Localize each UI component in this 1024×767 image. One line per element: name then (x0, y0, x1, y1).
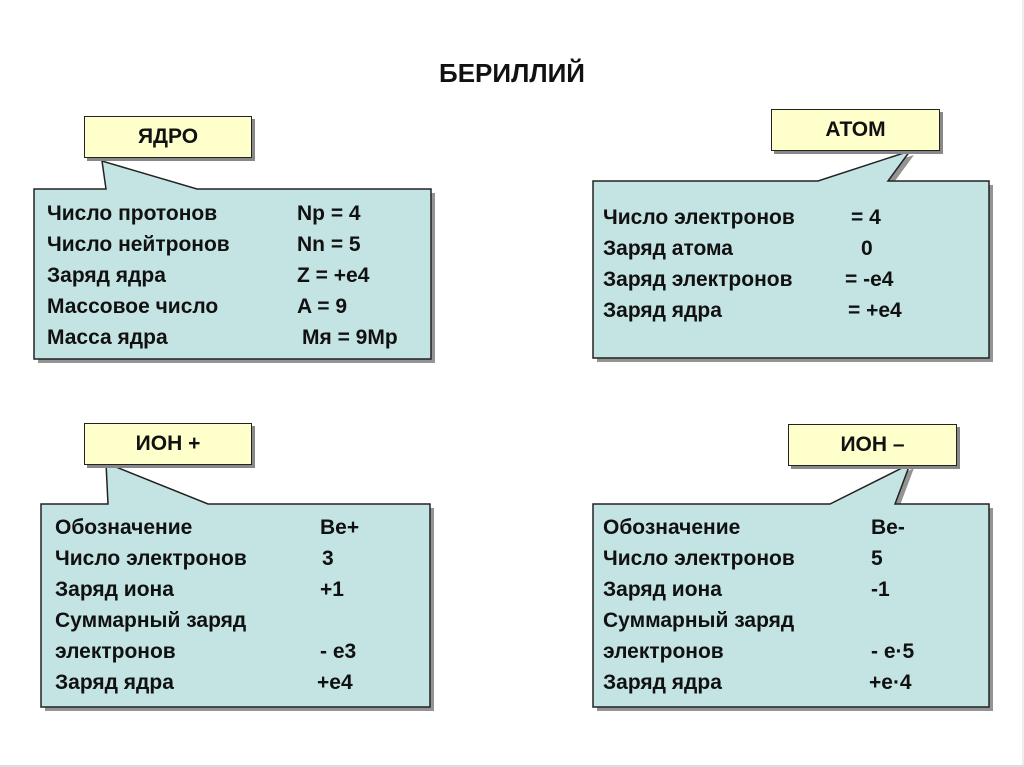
ion-plus-row-label: Число электронов (55, 547, 247, 570)
ion-minus-row (603, 605, 983, 636)
ion-minus-row-value: Be- (871, 516, 905, 539)
atom-row-label: Число электронов (603, 206, 795, 229)
ion-plus-row-value: 3 (322, 547, 334, 570)
nucleus-tag (84, 116, 252, 158)
atom-row-label: Заряд атома (603, 237, 733, 260)
ion-minus-row-label: Обозначение (603, 516, 741, 539)
ion-minus-row-value: -1 (871, 578, 890, 601)
atom-row (603, 202, 983, 233)
nucleus-row (47, 198, 427, 229)
nucleus-tag-label: ЯДРО (137, 125, 199, 148)
atom-row-value: = -e4 (845, 268, 894, 291)
ion-plus-row (55, 512, 425, 543)
ion-minus-row (603, 543, 983, 574)
ion-minus-row (603, 636, 983, 667)
atom-row-value: = 4 (851, 206, 881, 229)
ion-minus-properties (603, 512, 983, 698)
atom-row (603, 264, 983, 295)
ion-plus-row-label: Заряд иона (55, 578, 174, 601)
ion-plus-row-label: Заряд ядра (55, 671, 174, 694)
nucleus-row-label: Массовое число (47, 295, 219, 318)
nucleus-row-value: Z = +e4 (297, 264, 370, 287)
atom-row-value: = +e4 (848, 299, 902, 322)
ion-minus-row-label: Суммарный заряд (603, 609, 795, 632)
ion-minus-row-value: - e·5 (871, 640, 915, 663)
ion-plus-row (55, 636, 425, 667)
nucleus-row-label: Заряд ядра (47, 264, 166, 287)
ion-plus-row-value: Be+ (320, 516, 360, 539)
nucleus-row-value: Mя = 9Mp (302, 326, 398, 349)
atom-row (603, 295, 983, 326)
ion-minus-row-value: 5 (871, 547, 883, 570)
nucleus-row (47, 291, 427, 322)
ion-plus-tag-label: ИОН + (135, 432, 201, 455)
ion-plus-row-value: - e3 (320, 640, 357, 663)
ion-plus-row (55, 543, 425, 574)
ion-plus-row (55, 605, 425, 636)
ion-plus-row-label: электронов (55, 640, 176, 663)
nucleus-row-value: Np = 4 (297, 202, 361, 225)
ion-plus-row-value: +e4 (317, 671, 353, 694)
nucleus-row (47, 260, 427, 291)
nucleus-row (47, 229, 427, 260)
ion-minus-row-label: Заряд ядра (603, 671, 722, 694)
ion-minus-row (603, 574, 983, 605)
ion-minus-row (603, 512, 983, 543)
ion-plus-row (55, 667, 425, 698)
atom-row-value: 0 (861, 237, 873, 260)
nucleus-row (47, 322, 427, 353)
nucleus-row-value: Nn = 5 (297, 233, 361, 256)
ion-plus-row-label: Суммарный заряд (55, 609, 247, 632)
ion-minus-row-label: Заряд иона (603, 578, 722, 601)
ion-plus-row (55, 574, 425, 605)
ion-plus-tag (84, 423, 252, 465)
nucleus-row-label: Число нейтронов (47, 233, 230, 256)
ion-minus-tag-label: ИОН – (840, 433, 905, 456)
nucleus-row-value: A = 9 (297, 295, 347, 318)
ion-minus-row-value: +e·4 (869, 671, 912, 694)
ion-minus-row-label: Число электронов (603, 547, 795, 570)
atom-row (603, 233, 983, 264)
atom-row-label: Заряд электронов (603, 268, 793, 291)
ion-plus-row-label: Обозначение (55, 516, 193, 539)
ion-plus-properties (55, 512, 425, 698)
ion-minus-tag (788, 424, 957, 466)
ion-minus-row (603, 667, 983, 698)
nucleus-row-label: Число протонов (47, 202, 218, 225)
ion-plus-row-value: +1 (320, 578, 344, 601)
atom-properties (603, 202, 983, 326)
ion-minus-row-label: электронов (603, 640, 724, 663)
nucleus-row-label: Масса ядра (47, 326, 168, 349)
atom-tag-label: АТОМ (825, 118, 886, 141)
nucleus-properties (47, 198, 427, 353)
atom-tag (771, 109, 940, 151)
atom-row-label: Заряд ядра (603, 299, 722, 322)
page-title-text: БЕРИЛЛИЙ (439, 58, 585, 88)
